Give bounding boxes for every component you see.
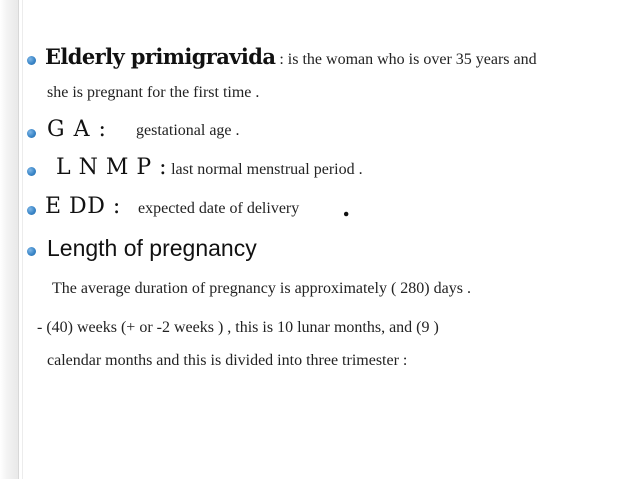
term-ga: G A : [47, 117, 107, 142]
definition-continuation: she is pregnant for the first time . [47, 84, 260, 101]
bullet-item-lnmp [56, 155, 363, 180]
bullet-item-elderly-primigravida [45, 44, 537, 69]
left-accent-line [22, 0, 23, 479]
bullet-dot-icon [27, 56, 36, 65]
calendar-months-text: calendar months and this is divided into three trimester : [47, 352, 408, 369]
average-duration-text: The average duration of pregnancy is approximately ( 280) days . [52, 280, 471, 297]
left-decorative-bar [0, 0, 18, 479]
term-lnmp: L N M P : [56, 155, 168, 180]
edd-period: . [342, 193, 351, 222]
bullet-dot-icon [27, 206, 36, 215]
definition-ga: gestational age . [136, 122, 240, 139]
term-elderly-primigravida: Elderly primigravida [45, 44, 276, 69]
definition-elderly-primigravida: : is the woman who is over 35 years and [275, 51, 537, 68]
definition-lnmp: last normal menstrual period . [167, 161, 363, 178]
bullet-dot-icon [27, 247, 36, 256]
bullet-dot-icon [27, 167, 36, 176]
term-edd: E DD : [45, 194, 121, 219]
left-edge-line [18, 0, 19, 479]
bullet-dot-icon [27, 129, 36, 138]
weeks-text: - (40) weeks (+ or -2 weeks ) , this is 10 lunar months, and (9 ) [37, 319, 439, 336]
heading-length-of-pregnancy: Length of pregnancy [47, 235, 257, 261]
definition-edd: expected date of delivery [138, 200, 300, 217]
